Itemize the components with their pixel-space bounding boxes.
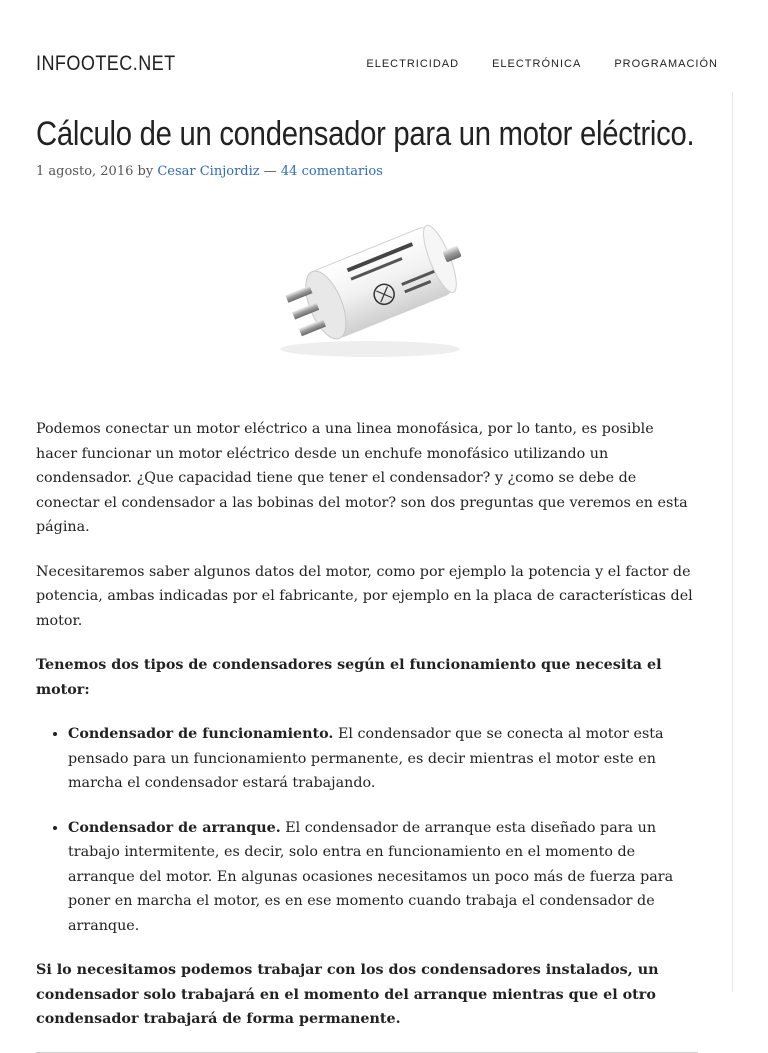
capacitor-image bbox=[260, 211, 480, 361]
byline-by: by bbox=[137, 164, 154, 179]
list-item bbox=[68, 816, 698, 939]
article-date: 1 agosto, 2016 bbox=[36, 164, 134, 179]
article-title: Cálculo de un condensador para un motor eléctrico. bbox=[36, 115, 695, 153]
capacitor-types-list bbox=[36, 722, 698, 938]
article-content bbox=[36, 417, 698, 1032]
article-meta bbox=[36, 164, 698, 179]
paragraph-intro: Podemos conectar un motor eléctrico a una linea monofásica, por lo tanto, es posible hacer funcionar un motor eléctrico desde un enchufe monofásico utilizando un condensador. ¿Que capacidad tiene que tener el condensador? y ¿como se debe de conectar el condensador a las bobinas del motor? son dos preguntas que veremos en esta página. bbox=[36, 421, 688, 535]
meta-separator: — bbox=[263, 164, 277, 179]
article-image bbox=[36, 189, 698, 399]
list-item-term: Condensador de arranque. bbox=[68, 819, 281, 836]
nav-item-electricidad[interactable]: ELECTRICIDAD bbox=[366, 58, 460, 70]
types-heading-text: Tenemos dos tipos de condensadores según el funcionamiento que necesita el motor: bbox=[36, 657, 662, 698]
sidebar-divider bbox=[732, 92, 733, 992]
paragraph-types-heading bbox=[36, 653, 698, 702]
nav-item-electronica[interactable]: ELECTRÓNICA bbox=[492, 58, 582, 70]
list-item bbox=[68, 722, 698, 796]
paragraph-both-capacitors: Si lo necesitamos podemos trabajar con los dos condensadores instalados, un condensador solo trabajará en el momento del arranque mientras que el otro condensador trabajará de forma permanente. bbox=[36, 962, 659, 1027]
site-title-link[interactable]: INFOOTEC.NET bbox=[36, 52, 176, 75]
paragraph-data: Necesitaremos saber algunos datos del motor, como por ejemplo la potencia y el factor de potencia, ambas indicadas por el fabricante, por ejemplo en la placa de características del motor. bbox=[36, 563, 693, 629]
article bbox=[36, 110, 698, 1053]
nav-item-programacion[interactable]: PROGRAMACIÓN bbox=[614, 58, 718, 70]
list-item-text: El condensador de arranque esta diseñado para un trabajo intermitente, es decir, solo entra en funcionamiento en el momento de arranque del motor. En algunas ocasiones necesitamos un poco más de fuerza para poner en marcha el motor, es en ese momento cuando trabaja el condensador de arranque. bbox=[68, 819, 674, 934]
list-item-term: Condensador de funcionamiento. bbox=[68, 726, 334, 742]
main-nav bbox=[333, 58, 718, 70]
list-item-text: El condensador que se conecta al motor esta pensado para un funcionamiento permanente, es decir mientras el motor este en marcha el condensador estará trabajando. bbox=[68, 726, 664, 791]
content-divider bbox=[36, 1052, 698, 1053]
site-header bbox=[0, 0, 768, 92]
author-link[interactable]: Cesar Cinjordiz bbox=[157, 164, 260, 179]
comments-link[interactable]: 44 comentarios bbox=[280, 164, 383, 179]
